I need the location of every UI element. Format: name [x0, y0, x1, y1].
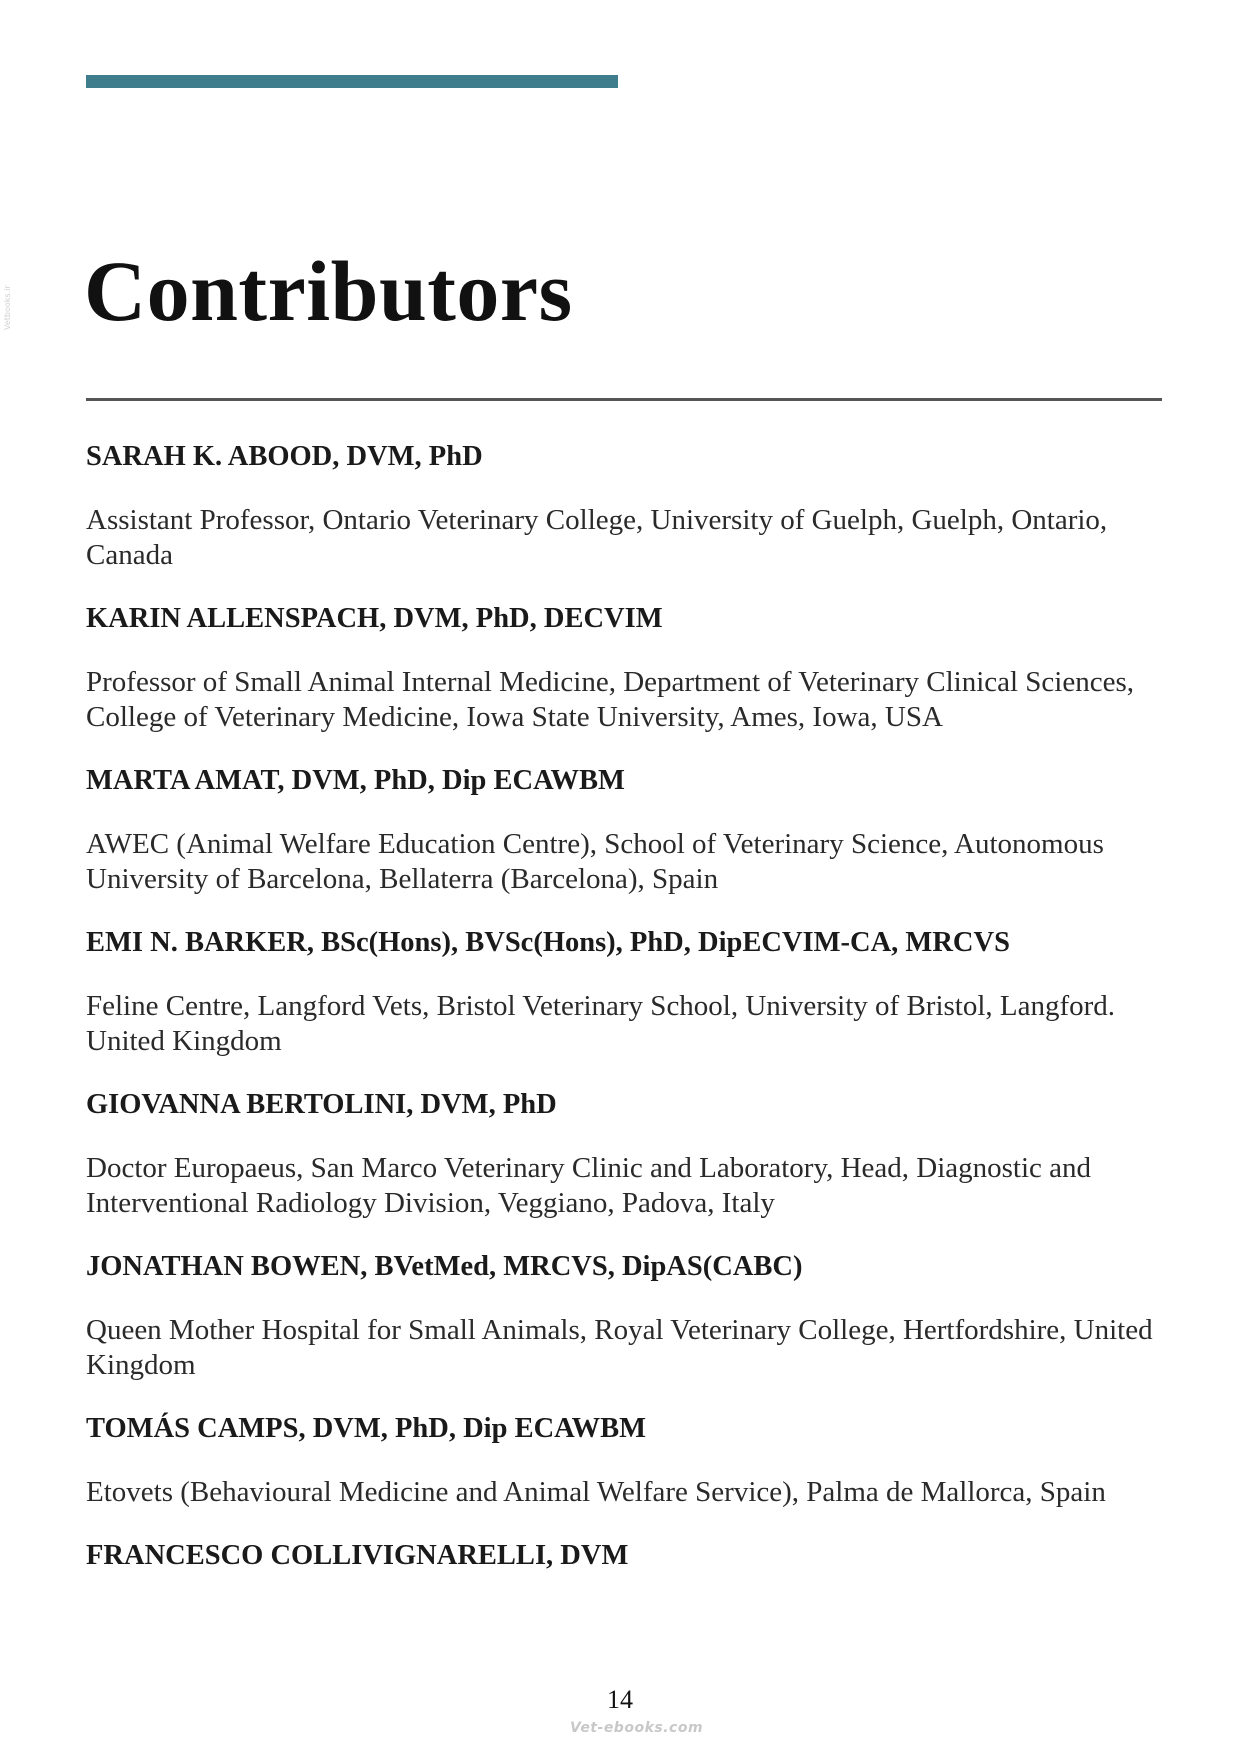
contributor-entry: [86, 926, 1176, 1059]
side-watermark: Vetbooks.ir: [3, 285, 12, 330]
contributor-name: JONATHAN BOWEN, BVetMed, MRCVS, DipAS(CABC): [86, 1251, 803, 1282]
contributor-name: SARAH K. ABOOD, DVM, PhD: [86, 441, 483, 472]
contributor-affiliation: Doctor Europaeus, San Marco Veterinary Clinic and Laboratory, Head, Diagnostic and Interventional Radiology Division, Veggiano, Padova, Italy: [86, 1152, 1092, 1219]
contributor-affiliation: Etovets (Behavioural Medicine and Animal Welfare Service), Palma de Mallorca, Spain: [86, 1476, 1106, 1508]
contributor-entry: [86, 764, 1176, 897]
contributor-entry: [86, 602, 1176, 735]
contributors-list: [86, 440, 1176, 1602]
contributor-affiliation: Professor of Small Animal Internal Medicine, Department of Veterinary Clinical Sciences, College of Veterinary Medicine, Iowa State University, Ames, Iowa, USA: [86, 666, 1135, 733]
contributor-name: FRANCESCO COLLIVIGNARELLI, DVM: [86, 1540, 629, 1571]
contributor-entry: [86, 1250, 1176, 1383]
contributor-name: TOMÁS CAMPS, DVM, PhD, Dip ECAWBM: [86, 1413, 646, 1444]
contributor-name: EMI N. BARKER, BSc(Hons), BVSc(Hons), PhD, DipECVIM-CA, MRCVS: [86, 927, 1010, 958]
page-number: 14: [607, 1685, 633, 1714]
contributor-entry: [86, 1412, 1176, 1510]
contributor-name: GIOVANNA BERTOLINI, DVM, PhD: [86, 1089, 557, 1120]
title-divider: [86, 398, 1162, 401]
contributor-name: KARIN ALLENSPACH, DVM, PhD, DECVIM: [86, 603, 663, 634]
contributor-affiliation: Assistant Professor, Ontario Veterinary College, University of Guelph, Guelph, Ontario, Canada: [86, 504, 1108, 571]
contributor-entry: [86, 1539, 1176, 1573]
contributor-entry: [86, 1088, 1176, 1221]
contributor-affiliation: AWEC (Animal Welfare Education Centre), School of Veterinary Science, Autonomous University of Barcelona, Bellaterra (Barcelona), Spain: [86, 828, 1104, 895]
contributor-affiliation: Feline Centre, Langford Vets, Bristol Veterinary School, University of Bristol, Langford. United Kingdom: [86, 990, 1116, 1057]
footer-watermark: Vet-ebooks.com: [570, 1720, 704, 1736]
contributor-entry: [86, 440, 1176, 573]
contributor-name: MARTA AMAT, DVM, PhD, Dip ECAWBM: [86, 765, 625, 796]
contributor-affiliation: Queen Mother Hospital for Small Animals, Royal Veterinary College, Hertfordshire, United Kingdom: [86, 1314, 1153, 1381]
header-accent-bar: [86, 75, 618, 88]
page-title: Contributors: [84, 243, 573, 339]
